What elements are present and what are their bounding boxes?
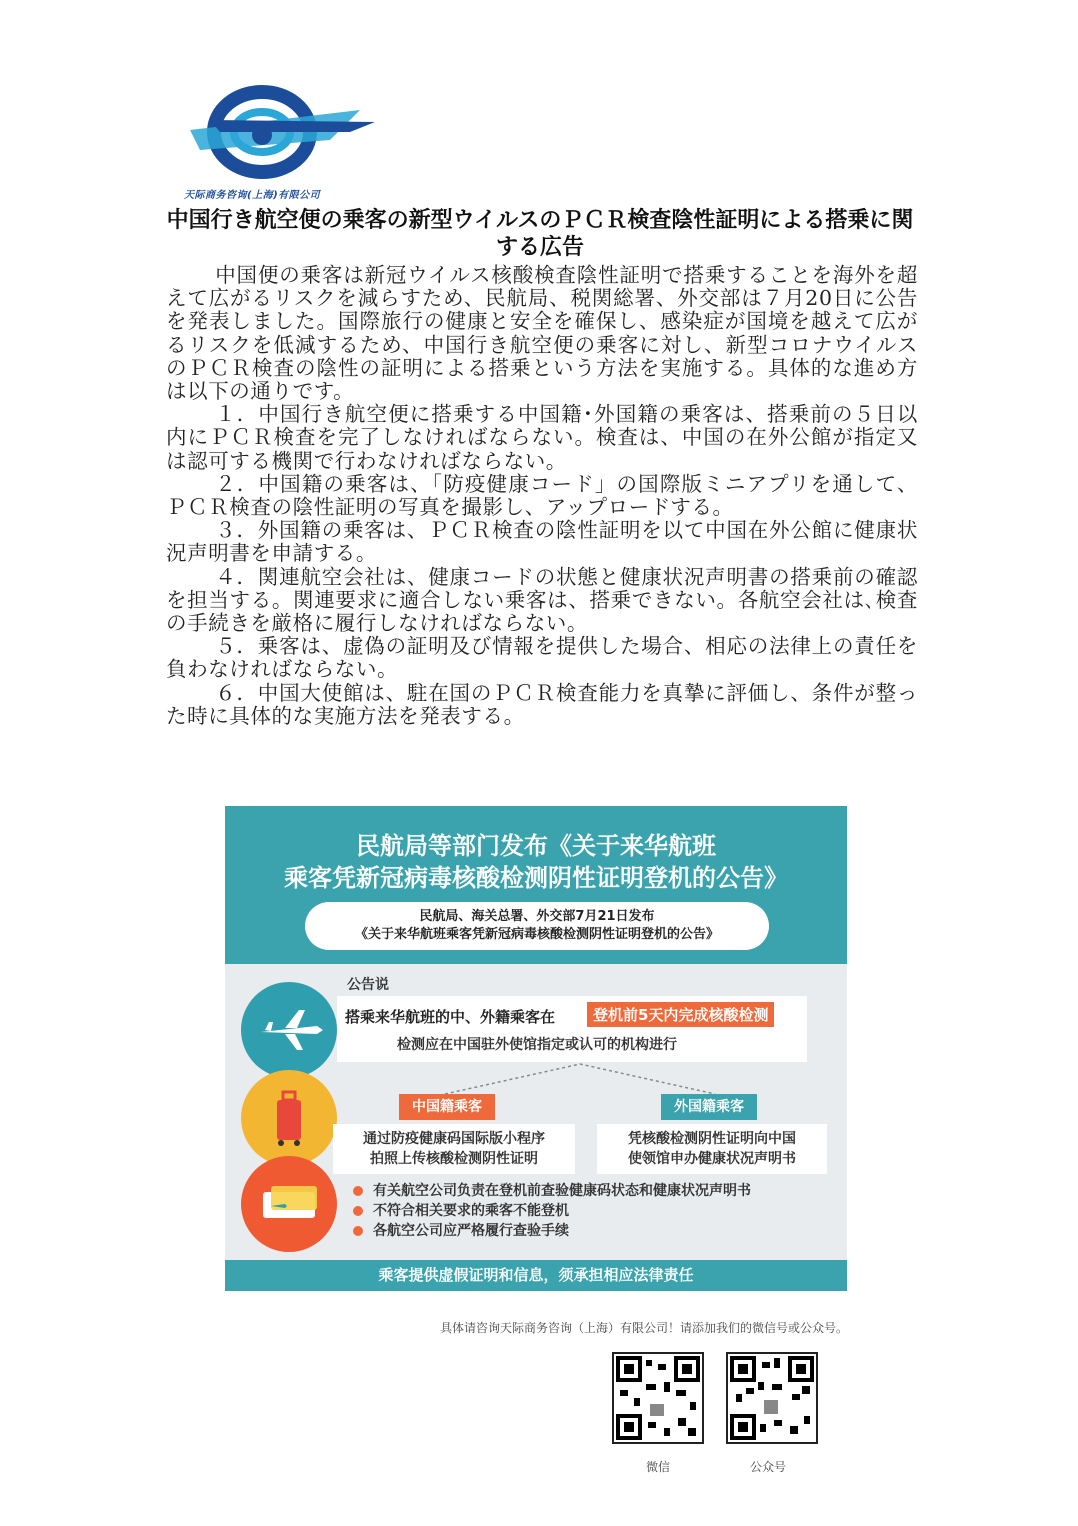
list-item: 各航空公司应严格履行查验手续	[353, 1221, 751, 1241]
wechat-qr-code	[612, 1352, 704, 1444]
connector-lines	[435, 1062, 725, 1096]
official-account-qr-code	[726, 1352, 818, 1444]
list-item: 不符合相关要求的乘客不能登机	[353, 1201, 751, 1221]
document-title: 中国行き航空便の乗客の新型ウイルスのＰＣＲ検査陰性証明による搭乗に関する広告	[166, 208, 914, 260]
official-account-label: 公众号	[750, 1460, 787, 1474]
highlight-badge: 登机前5天内完成核酸检测	[587, 1002, 774, 1027]
wechat-label: 微信	[646, 1460, 671, 1474]
infographic-title: 民航局等部门发布《关于来华航班 乘客凭新冠病毒核酸检测阴性证明登机的公告》	[284, 832, 788, 892]
item-5: ５．乗客は、虚偽の証明及び情報を提供した場合、相応の法律上の責任を負わなければならない。	[166, 634, 918, 682]
item-3: ３．外国籍の乗客は、ＰＣＲ検査の陰性証明を以て中国在外公館に健康状況声明書を申請する。	[166, 518, 918, 566]
foreign-passenger-box: 凭核酸检测阴性证明向中国 使领馆申办健康状况声明书	[597, 1124, 827, 1174]
chinese-passenger-tag: 中国籍乘客	[399, 1094, 495, 1120]
chinese-passenger-box: 通过防疫健康码国际版小程序 拍照上传核酸检测阴性证明	[333, 1124, 575, 1174]
airline-rules-list	[353, 1181, 751, 1241]
document-body	[166, 264, 918, 728]
luggage-icon	[241, 1070, 337, 1166]
list-item: 有关航空公司负责在登机前查验健康码状态和健康状况声明书	[353, 1181, 751, 1201]
item-2: ２．中国籍の乗客は、「防疫健康コード」の国際版ミニアプリを通して、ＰＣＲ検査の陰性証明の写真を撮影し、アップロードする。	[166, 471, 918, 520]
intro-paragraph: 中国便の乗客は新冠ウイルス核酸検査陰性証明で搭乗することを海外を超えて広がるリスクを減らすため、民航局、税関総署、外交部は７月20日に公告を発表しました。国際旅行の健康と安全を確保し、感染症が国境を越えて広がるリスクを低減するため、中国行き航空便の乗客に対し、新型コロナウイルスのＰＣＲ検査の陰性の証明による搭乗という方法を実施する。具体的な進め方は以下の通りです。	[166, 263, 918, 404]
item-6: ６．中国大使館は、駐在国のＰＣＲ検査能力を真摯に評価し、条件が整った時に具体的な実施方法を発表する。	[166, 680, 918, 728]
contact-text: 具体请咨询天际商务咨询（上海）有限公司！请添加我们的微信号或公众号。	[440, 1321, 849, 1335]
company-logo-caption: 天际商务咨询(上海)有限公司	[184, 190, 321, 201]
announcement-infographic	[225, 806, 847, 1291]
section-label: 公告说	[347, 977, 389, 993]
item-1: １．中国行き航空便に搭乗する中国籍･外国籍の乗客は、搭乗前の５日以内にＰＣＲ検査を完了しなければならない。検査は、中国の在外公館が指定又は認可する機関で行わなければならない。	[166, 402, 918, 473]
item-4: ４．関連航空会社は、健康コードの状態と健康状況声明書の搭乗前の確認を担当する。関連要求に適合しない乗客は、搭乗できない。各航空会社は､検査の手続きを厳格に履行しなければならない。	[166, 564, 918, 636]
infographic-footer: 乘客提供虚假证明和信息，须承担相应法律责任	[225, 1260, 847, 1291]
foreign-passenger-tag: 外国籍乘客	[661, 1094, 757, 1120]
ticket-icon	[241, 1156, 337, 1252]
airplane-icon	[241, 982, 337, 1078]
infographic-header	[225, 806, 847, 964]
test-requirement-box: 搭乘来华航班的中、外籍乘客在 登机前5天内完成核酸检测 检测应在中国驻外使馆指定或认可的机构进行	[337, 996, 807, 1062]
infographic-subtitle-pill: 民航局、海关总署、外交部7月21日发布 《关于来华航班乘客凭新冠病毒核酸检测阴性证明登机的公告》	[305, 902, 769, 950]
